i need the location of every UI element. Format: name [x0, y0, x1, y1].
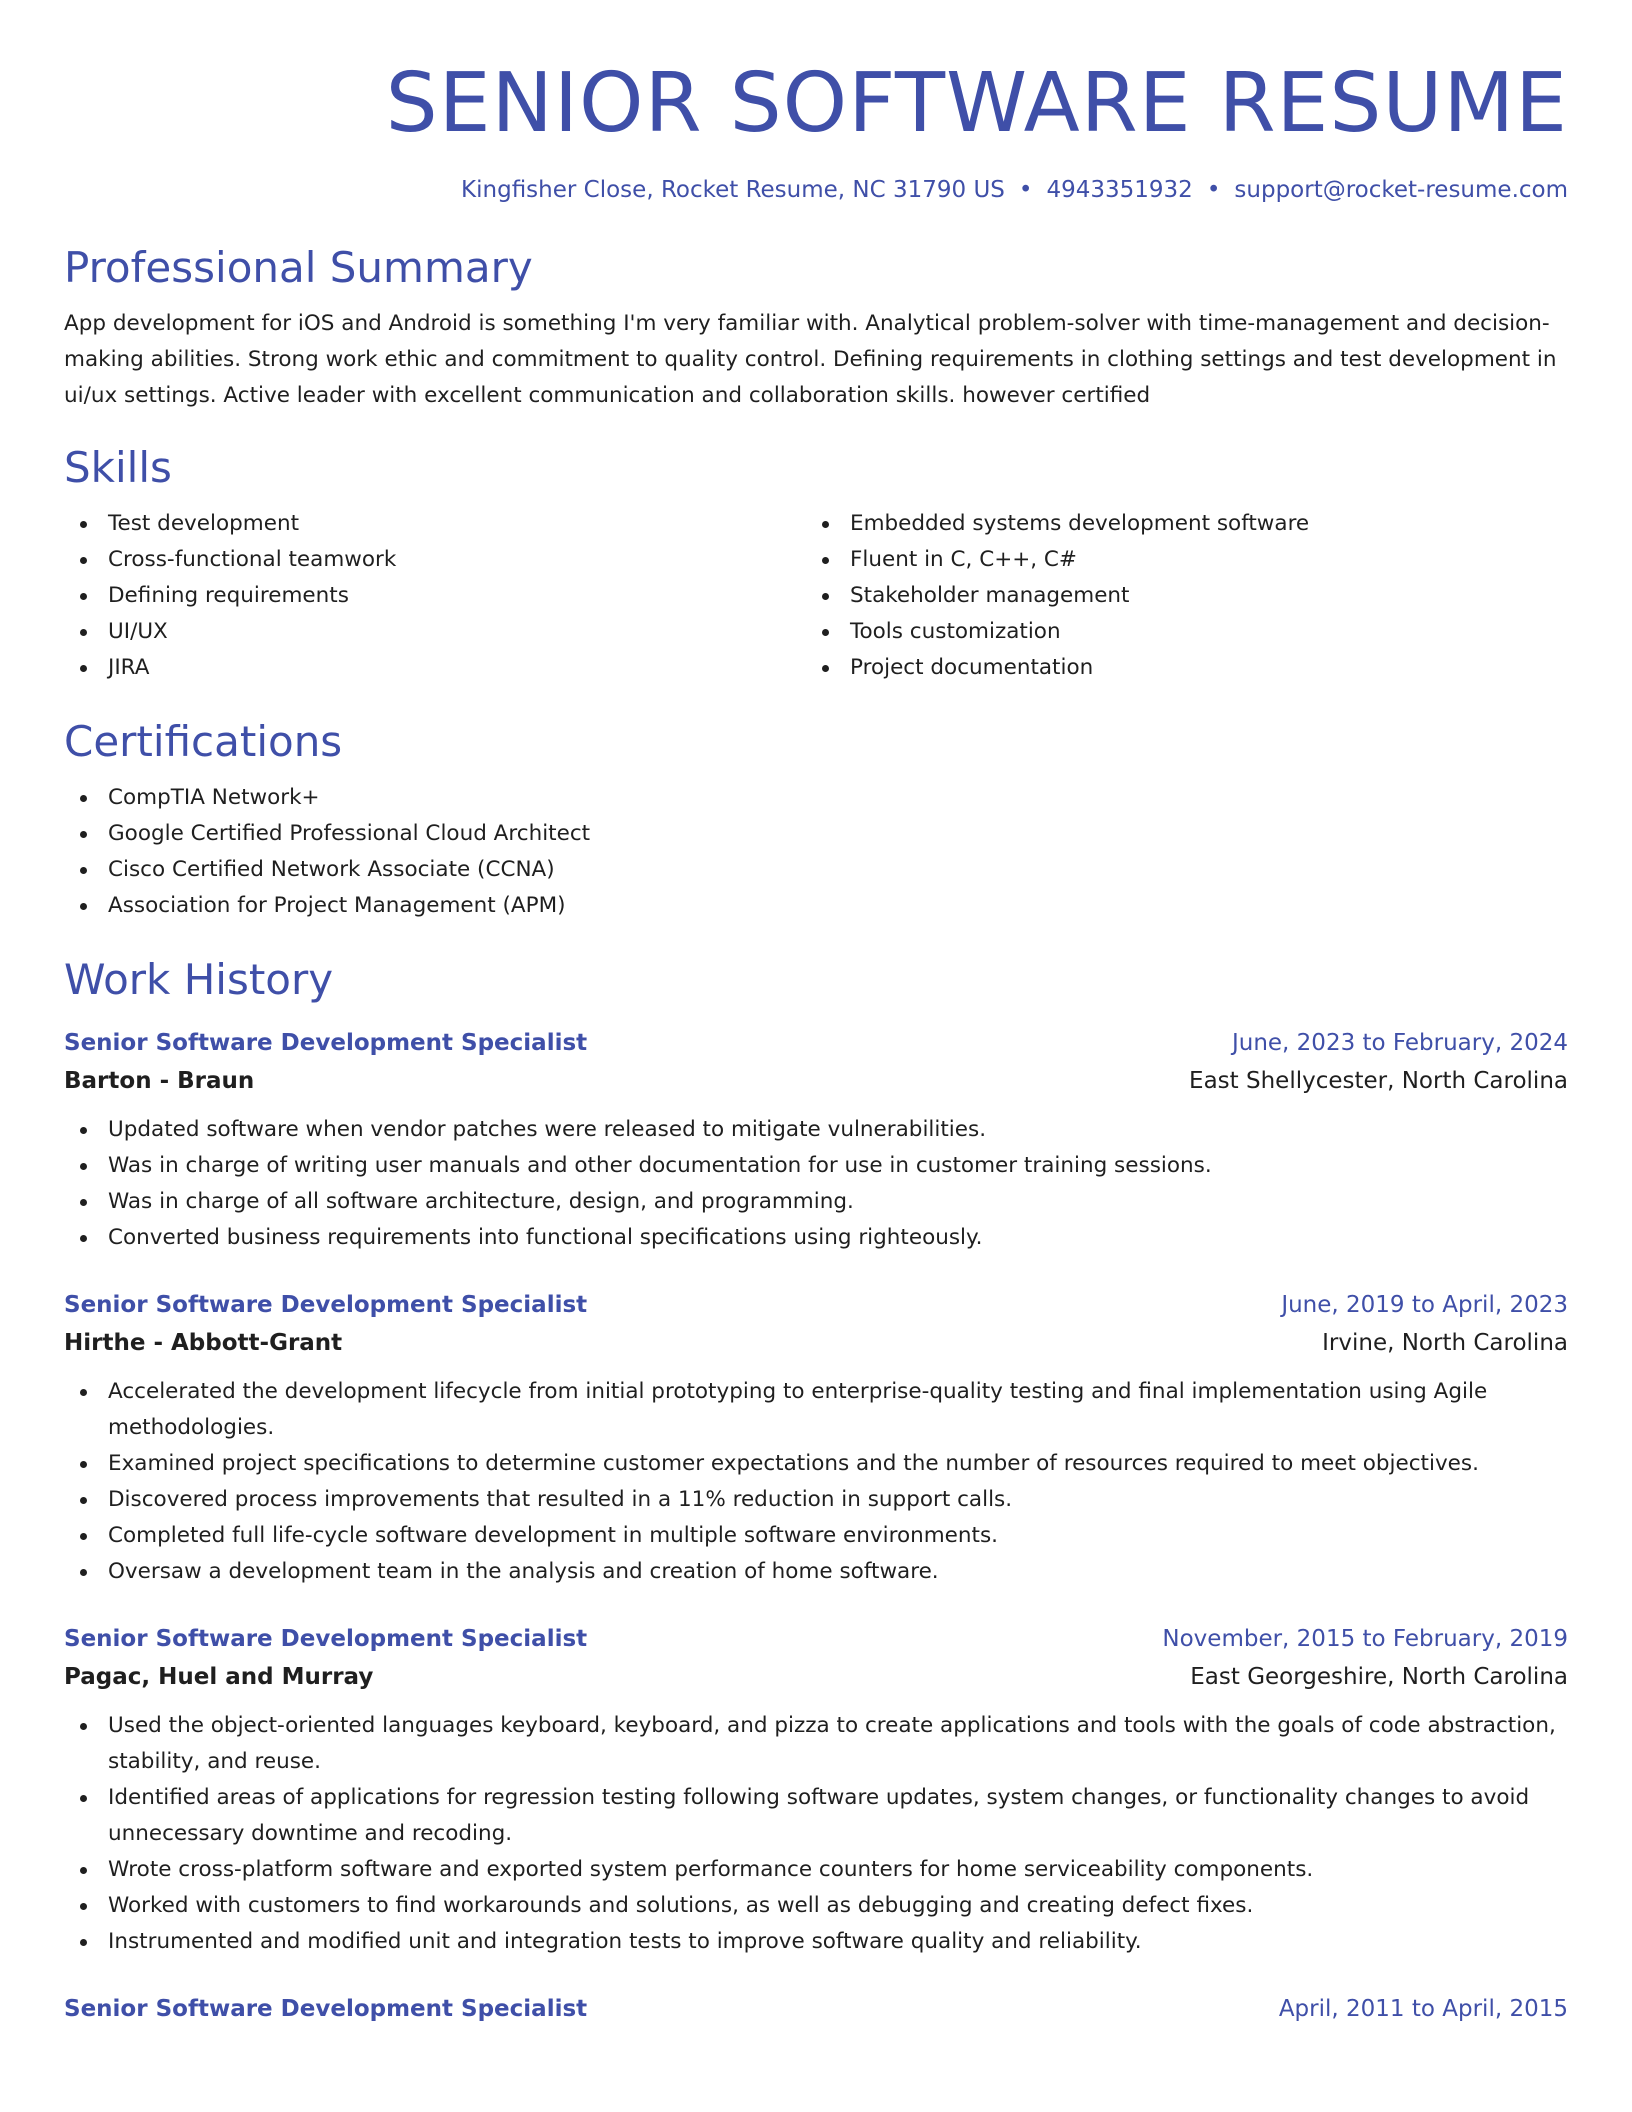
- bullet-icon: [80, 1867, 87, 1874]
- job-company-row: [64, 1062, 1568, 1100]
- list-item: [64, 1184, 1568, 1220]
- list-item: [806, 614, 1548, 650]
- list-item: [64, 780, 1568, 816]
- job-title-row: [64, 1620, 1568, 1658]
- list-item: [64, 1852, 1568, 1888]
- list-item: [64, 506, 806, 542]
- job-company: Barton - Braun: [64, 1068, 255, 1094]
- list-item: [806, 650, 1548, 686]
- bullet-icon: [822, 557, 829, 564]
- bullet-icon: [80, 1127, 87, 1134]
- skill-text: Defining requirements: [108, 583, 349, 608]
- section-heading: Skills: [64, 443, 172, 492]
- certifications-list: [64, 780, 1568, 924]
- skill-text: UI/UX: [108, 619, 168, 644]
- list-item: [64, 542, 806, 578]
- skill-text: Tools customization: [850, 619, 1061, 644]
- bullet-icon: [822, 593, 829, 600]
- list-item: [64, 1924, 1568, 1960]
- job-dates: November, 2015 to February, 2019: [1162, 1626, 1568, 1652]
- skills-list-left: [64, 506, 806, 686]
- bullet-icon: [80, 665, 87, 672]
- certifications-section: [64, 716, 1568, 924]
- job-title-row: [64, 1286, 1568, 1324]
- job-title: Senior Software Development Specialist: [64, 1030, 588, 1056]
- duty-text: Identified areas of applications for regression testing following software updates, system changes, or functionality changes to avoid unnecessary downtime and recoding.: [108, 1785, 1530, 1846]
- certification-text: Google Certified Professional Cloud Architect: [108, 821, 591, 846]
- job-title-row: [64, 1024, 1568, 1062]
- duty-text: Was in charge of writing user manuals and other documentation for use in customer training sessions.: [108, 1153, 1212, 1178]
- summary-text: App development for iOS and Android is something I'm very familiar with. Analytical problem-solver with time-management and decision-making abilities. Strong work ethic and commitment to quality control. Defining requirements in clothing settings and test development in ui/ux settings. Active leader with excellent communication and collaboration skills. however certified: [64, 311, 1557, 408]
- job-title-row: [64, 1990, 1568, 2028]
- job-title: Senior Software Development Specialist: [64, 1626, 588, 1652]
- contact-line: [64, 174, 1568, 206]
- job-dates: April, 2011 to April, 2015: [1278, 1996, 1568, 2022]
- contact-separator: •: [1018, 177, 1033, 203]
- resume-title: SENIOR SOFTWARE RESUME: [385, 56, 1568, 151]
- job-company-row: [64, 1324, 1568, 1362]
- list-item: [64, 1374, 1568, 1446]
- duty-text: Oversaw a development team in the analysis and creation of home software.: [108, 1559, 939, 1584]
- resume-page: [64, 0, 1568, 2112]
- bullet-icon: [80, 831, 87, 838]
- list-item: [64, 816, 1568, 852]
- list-item: [64, 1708, 1568, 1780]
- bullet-icon: [80, 1533, 87, 1540]
- list-item: [64, 1220, 1568, 1256]
- list-item: [64, 1554, 1568, 1590]
- list-item: [64, 1482, 1568, 1518]
- contact-separator: •: [1206, 177, 1221, 203]
- job-company-row: [64, 1658, 1568, 1696]
- duty-text: Instrumented and modified unit and integration tests to improve software quality and reliability.: [108, 1929, 1142, 1954]
- job-location: East Georgeshire, North Carolina: [1190, 1664, 1568, 1690]
- bullet-icon: [80, 1723, 87, 1730]
- duty-text: Converted business requirements into functional specifications using righteously.: [108, 1225, 983, 1250]
- list-item: [64, 852, 1568, 888]
- bullet-icon: [80, 1903, 87, 1910]
- work-history-section: [64, 954, 1568, 2028]
- skills-column-right: [806, 506, 1548, 686]
- bullet-icon: [80, 867, 87, 874]
- duty-text: Used the object-oriented languages keyboard, keyboard, and pizza to create applications and tools with the goals of code abstraction, stability, and reuse.: [108, 1713, 1556, 1774]
- bullet-icon: [80, 593, 87, 600]
- list-item: [64, 1446, 1568, 1482]
- list-item: [64, 614, 806, 650]
- duty-text: Was in charge of all software architecture, design, and programming.: [108, 1189, 854, 1214]
- section-heading: Work History: [64, 955, 334, 1004]
- duty-text: Discovered process improvements that resulted in a 11% reduction in support calls.: [108, 1487, 1013, 1512]
- list-item: [64, 650, 806, 686]
- section-heading: Professional Summary: [64, 243, 533, 292]
- bullet-icon: [80, 795, 87, 802]
- contact-phone: 4943351932: [1046, 177, 1193, 203]
- bullet-icon: [80, 1389, 87, 1396]
- job-dates: June, 2023 to February, 2024: [1231, 1030, 1568, 1056]
- job-title: Senior Software Development Specialist: [64, 1996, 588, 2022]
- job-location: Irvine, North Carolina: [1322, 1330, 1568, 1356]
- job-company: Hirthe - Abbott-Grant: [64, 1330, 343, 1356]
- duty-text: Completed full life-cycle software development in multiple software environments.: [108, 1523, 998, 1548]
- list-item: [806, 542, 1548, 578]
- skill-text: Cross-functional teamwork: [108, 547, 397, 572]
- bullet-icon: [80, 1235, 87, 1242]
- job-entry: [64, 1990, 1568, 2028]
- certification-text: Association for Project Management (APM): [108, 893, 566, 918]
- skill-text: Fluent in C, C++, C#: [850, 547, 1077, 572]
- skill-text: Embedded systems development software: [850, 511, 1310, 536]
- skills-column-left: [64, 506, 806, 686]
- duty-text: Updated software when vendor patches were released to mitigate vulnerabilities.: [108, 1117, 987, 1142]
- job-company: Pagac, Huel and Murray: [64, 1664, 374, 1690]
- bullet-icon: [822, 629, 829, 636]
- duty-text: Worked with customers to find workarounds and solutions, as well as debugging and creating defect fixes.: [108, 1893, 1254, 1918]
- contact-address: Kingfisher Close, Rocket Resume, NC 31790 US: [461, 177, 1005, 203]
- job-title: Senior Software Development Specialist: [64, 1292, 588, 1318]
- skills-grid: [64, 506, 1568, 686]
- bullet-icon: [80, 1199, 87, 1206]
- skills-list-right: [806, 506, 1548, 686]
- section-heading: Certifications: [64, 717, 343, 766]
- job-entry: [64, 1286, 1568, 1590]
- skill-text: Project documentation: [850, 655, 1094, 680]
- job-duties-list: [64, 1112, 1568, 1256]
- job-dates: June, 2019 to April, 2023: [1281, 1292, 1568, 1318]
- contact-email: support@rocket-resume.com: [1234, 177, 1568, 203]
- skill-text: JIRA: [108, 655, 150, 680]
- list-item: [64, 1518, 1568, 1554]
- bullet-icon: [80, 1461, 87, 1468]
- bullet-icon: [80, 1497, 87, 1504]
- job-entry: [64, 1620, 1568, 1960]
- skill-text: Stakeholder management: [850, 583, 1130, 608]
- bullet-icon: [80, 903, 87, 910]
- bullet-icon: [80, 557, 87, 564]
- duty-text: Accelerated the development lifecycle from initial prototyping to enterprise-quality testing and final implementation using Agile methodologies.: [108, 1379, 1488, 1440]
- bullet-icon: [80, 1795, 87, 1802]
- list-item: [64, 1112, 1568, 1148]
- duty-text: Examined project specifications to determine customer expectations and the number of resources required to meet objectives.: [108, 1451, 1479, 1476]
- skill-text: Test development: [108, 511, 300, 536]
- skills-section: [64, 442, 1568, 686]
- bullet-icon: [80, 521, 87, 528]
- bullet-icon: [822, 521, 829, 528]
- list-item: [64, 888, 1568, 924]
- job-duties-list: [64, 1374, 1568, 1590]
- list-item: [806, 578, 1548, 614]
- bullet-icon: [80, 1163, 87, 1170]
- list-item: [64, 578, 806, 614]
- certification-text: CompTIA Network+: [108, 785, 320, 810]
- bullet-icon: [80, 1939, 87, 1946]
- professional-summary-section: [64, 242, 1568, 414]
- job-duties-list: [64, 1708, 1568, 1960]
- job-entry: [64, 1024, 1568, 1256]
- list-item: [64, 1148, 1568, 1184]
- list-item: [806, 506, 1548, 542]
- bullet-icon: [822, 665, 829, 672]
- job-location: East Shellycester, North Carolina: [1189, 1068, 1568, 1094]
- list-item: [64, 1888, 1568, 1924]
- list-item: [64, 1780, 1568, 1852]
- bullet-icon: [80, 1569, 87, 1576]
- duty-text: Wrote cross-platform software and exported system performance counters for home serviceability components.: [108, 1857, 1314, 1882]
- bullet-icon: [80, 629, 87, 636]
- certification-text: Cisco Certified Network Associate (CCNA): [108, 857, 555, 882]
